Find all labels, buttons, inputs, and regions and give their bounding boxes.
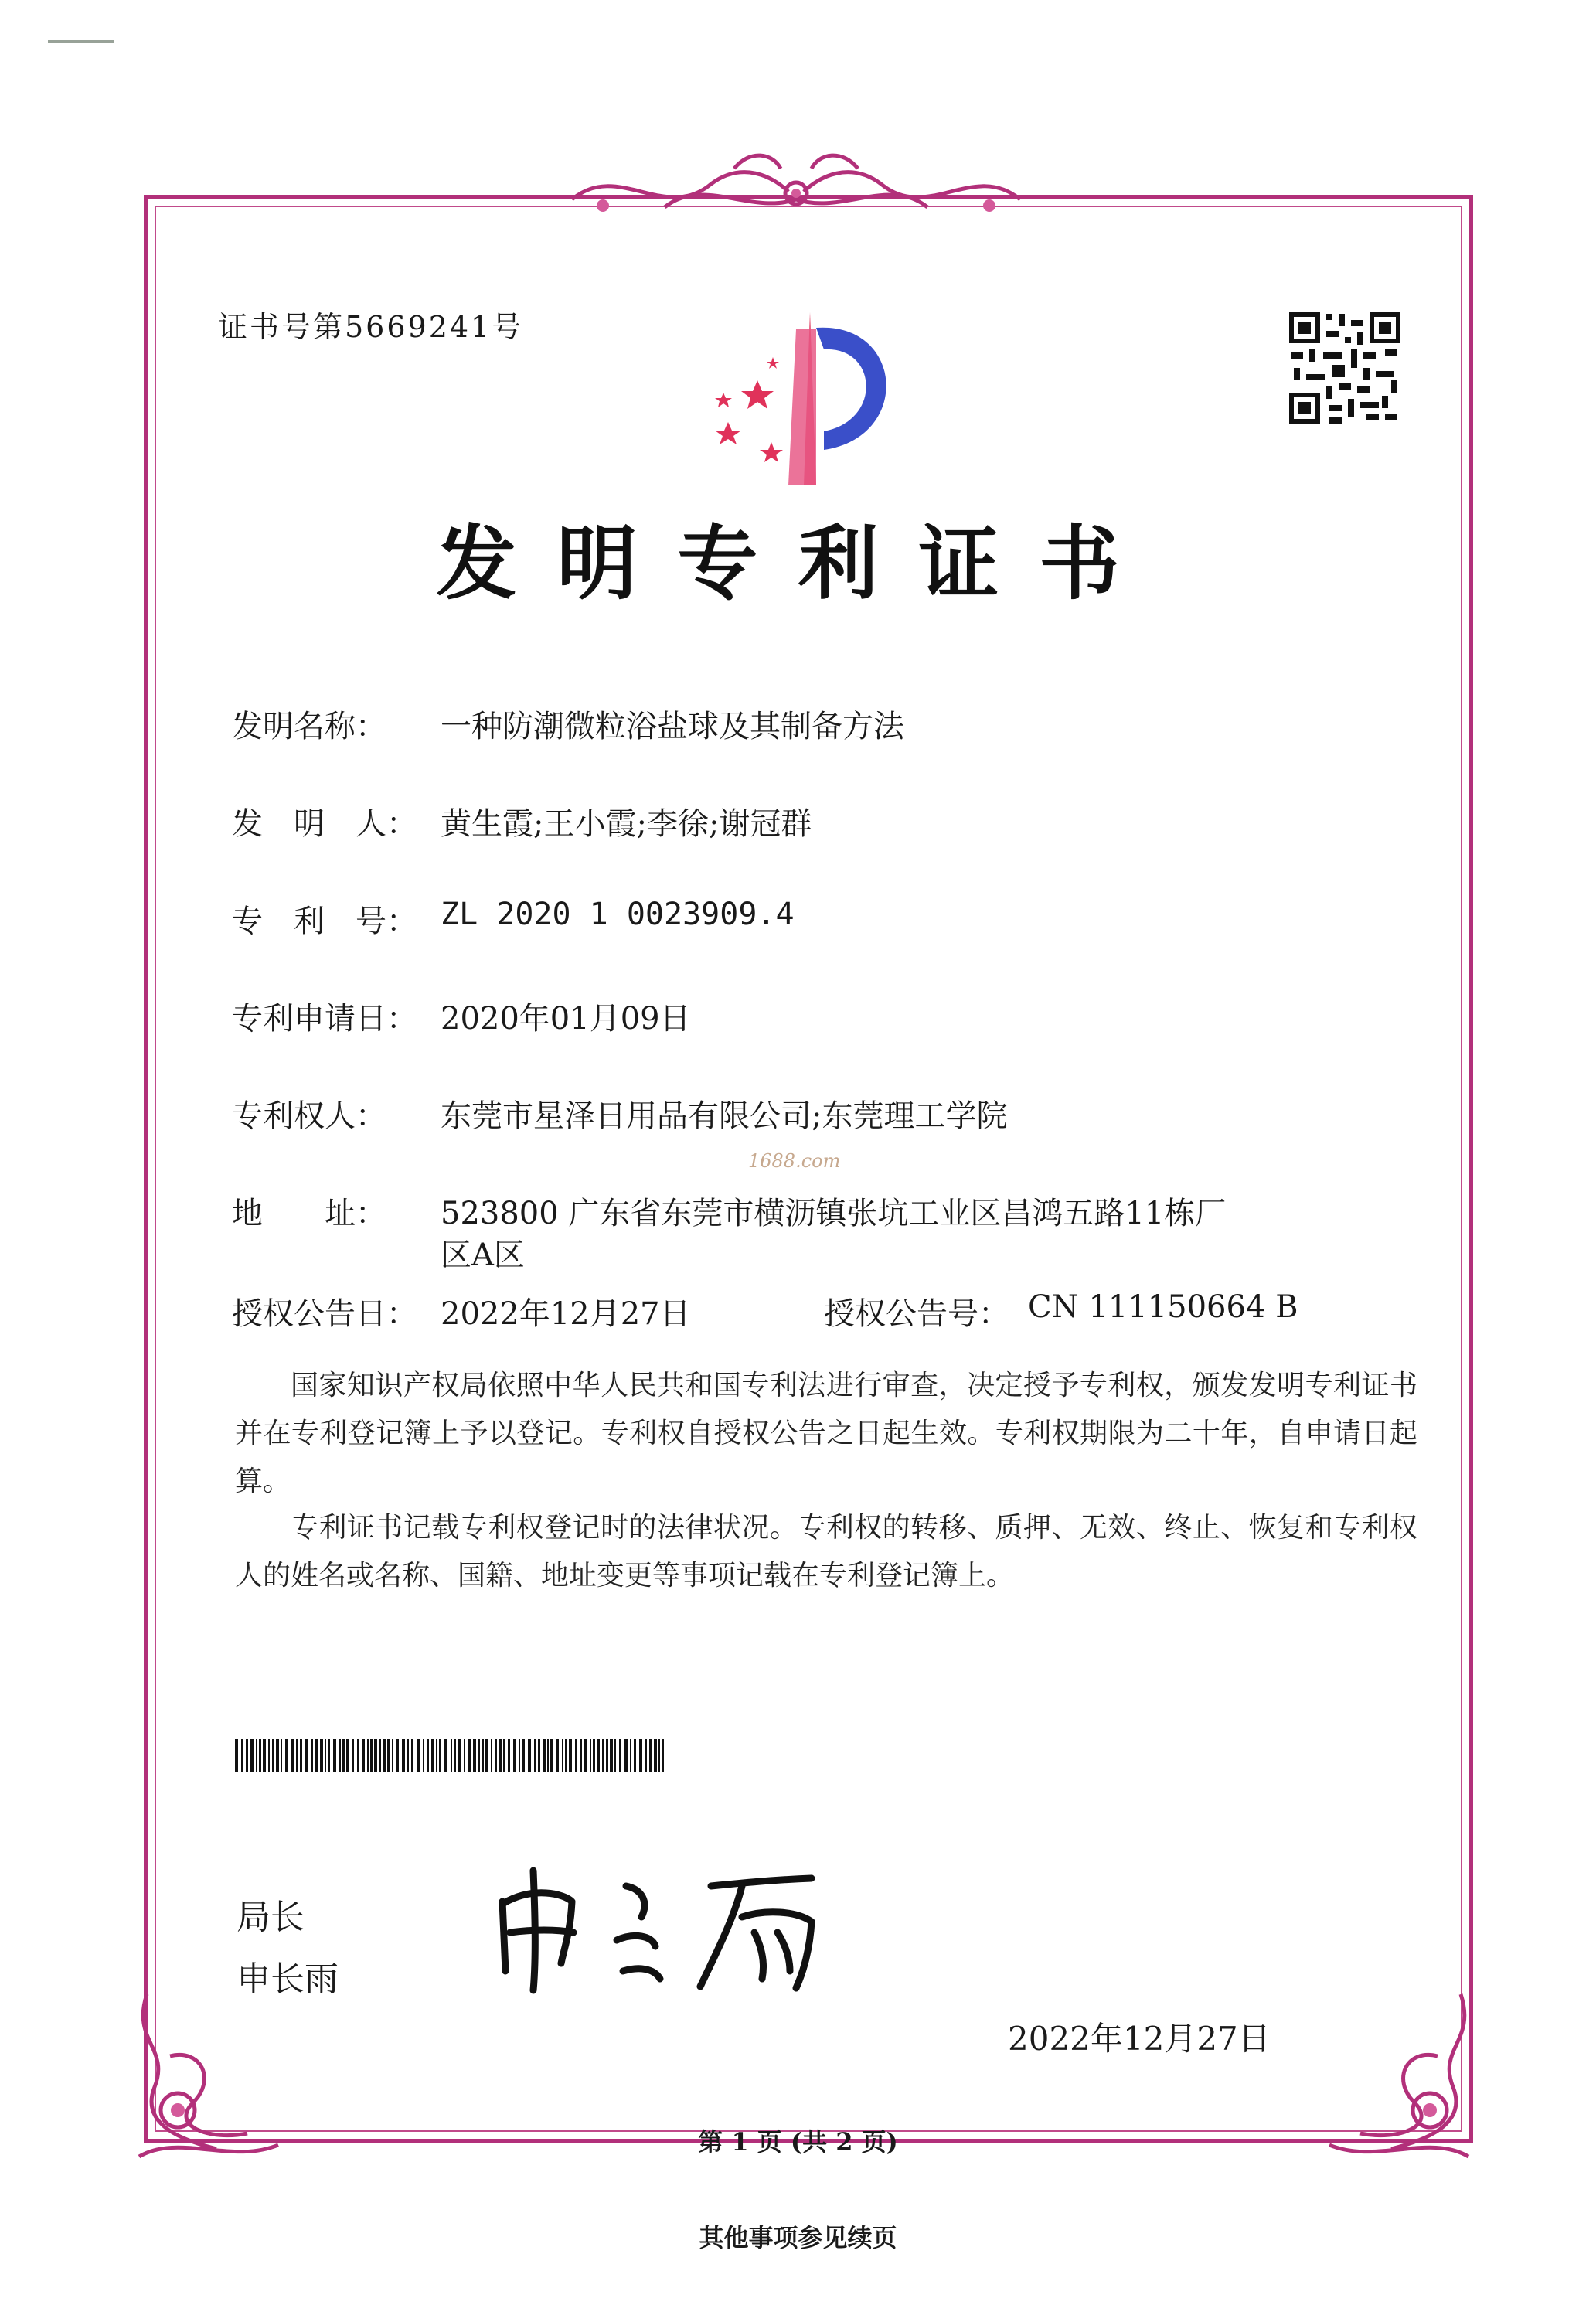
- barcode-bar: [482, 1739, 484, 1772]
- barcode-bar: [427, 1739, 429, 1772]
- grant-date-value: 2022年12月27日: [441, 1296, 691, 1332]
- barcode-bar: [305, 1739, 308, 1772]
- barcode-bar: [256, 1739, 257, 1772]
- barcode-bar: [436, 1739, 437, 1772]
- director-title: 局长: [237, 1898, 305, 1937]
- barcode-bar: [597, 1739, 600, 1772]
- barcode-bar: [468, 1739, 471, 1772]
- barcode-bar: [649, 1739, 652, 1772]
- barcode-bar: [320, 1739, 323, 1772]
- barcode-bar: [478, 1739, 480, 1772]
- body-paragraph-1: 国家知识产权局依照中华人民共和国专利法进行审查，决定授予专利权，颁发发明专利证书并在专利登记簿上予以登记。专利权自授权公告之日起生效。专利权期限为二十年，自申请日起算。: [235, 1370, 1417, 1497]
- barcode-bar: [383, 1739, 386, 1772]
- barcode-bar: [291, 1739, 294, 1772]
- barcode-bar: [370, 1739, 373, 1772]
- barcode-bar: [285, 1739, 288, 1772]
- barcode-bar: [654, 1739, 657, 1772]
- barcode-bar: [444, 1739, 447, 1772]
- scan-mark: [48, 40, 114, 43]
- director-name: 申长雨: [237, 1959, 339, 1999]
- barcode-icon: [235, 1739, 668, 1772]
- barcode-bar: [439, 1739, 441, 1772]
- barcode-bar: [634, 1739, 636, 1772]
- barcode-bar: [451, 1739, 452, 1772]
- barcode-bar: [392, 1739, 393, 1772]
- invention-name-label: 发明名称：: [232, 709, 386, 744]
- barcode-bar: [300, 1739, 302, 1772]
- barcode-bar: [417, 1739, 420, 1772]
- barcode-bar: [619, 1739, 621, 1772]
- grant-number-value: CN 111150664 B: [1028, 1289, 1298, 1325]
- address-label: 地 址：: [232, 1196, 386, 1231]
- barcode-bar: [519, 1739, 520, 1772]
- continuation-note: 其他事项参见续页: [699, 2223, 897, 2252]
- barcode-bar: [407, 1739, 409, 1772]
- barcode-bar: [362, 1739, 365, 1772]
- barcode-bar: [508, 1739, 510, 1772]
- grant-date-label: 授权公告日：: [232, 1296, 417, 1332]
- barcode-bar: [624, 1739, 628, 1772]
- barcode-bar: [346, 1739, 349, 1772]
- barcode-bar: [630, 1739, 631, 1772]
- barcode-bar: [352, 1739, 354, 1772]
- barcode-bar: [411, 1739, 413, 1772]
- barcode-bar: [538, 1739, 540, 1772]
- top-ornament-icon: [556, 145, 1036, 230]
- barcode-bar: [658, 1739, 660, 1772]
- barcode-bar: [522, 1739, 525, 1772]
- barcode-bar: [272, 1739, 274, 1772]
- barcode-bar: [639, 1739, 642, 1772]
- barcode-bar: [458, 1739, 461, 1772]
- barcode-bar: [241, 1739, 243, 1772]
- barcode-bar: [593, 1739, 595, 1772]
- barcode-bar: [339, 1739, 341, 1772]
- address-line-1: 523800 广东省东莞市横沥镇张坑工业区昌鸿五路11栋厂: [441, 1196, 1227, 1231]
- barcode-bar: [569, 1739, 572, 1772]
- barcode-bar: [580, 1739, 582, 1772]
- barcode-bar: [602, 1739, 604, 1772]
- barcode-bar: [495, 1739, 497, 1772]
- barcode-bar: [379, 1739, 381, 1772]
- barcode-bar: [423, 1739, 424, 1772]
- invention-name-value: 一种防潮微粒浴盐球及其制备方法: [441, 709, 904, 744]
- barcode-bar: [584, 1739, 587, 1772]
- barcode-bar: [606, 1739, 608, 1772]
- barcode-bar: [263, 1739, 266, 1772]
- barcode-bar: [645, 1739, 647, 1772]
- filing-date-value: 2020年01月09日: [441, 1001, 691, 1037]
- barcode-bar: [662, 1739, 664, 1772]
- barcode-bar: [485, 1739, 488, 1772]
- barcode-bar: [357, 1739, 359, 1772]
- handwritten-signature: [487, 1855, 842, 1994]
- watermark-text: 1688.com: [748, 1150, 841, 1172]
- patent-number-label: 专 利 号：: [232, 904, 417, 939]
- barcode-bar: [342, 1739, 345, 1772]
- certificate-title: 发明专利证书: [436, 516, 1160, 611]
- barcode-bar: [396, 1739, 399, 1772]
- certificate-number: 证书号第5669241号: [218, 310, 524, 344]
- barcode-bar: [473, 1739, 476, 1772]
- barcode-bar: [614, 1739, 616, 1772]
- barcode-bar: [276, 1739, 279, 1772]
- barcode-bar: [590, 1739, 591, 1772]
- barcode-bar: [374, 1739, 377, 1772]
- inventor-label: 发 明 人：: [232, 806, 417, 842]
- barcode-bar: [259, 1739, 261, 1772]
- barcode-bar: [499, 1739, 502, 1772]
- barcode-bar: [328, 1739, 330, 1772]
- barcode-bar: [281, 1739, 282, 1772]
- barcode-bar: [315, 1739, 318, 1772]
- barcode-bar: [556, 1739, 559, 1772]
- barcode-bar: [543, 1739, 546, 1772]
- barcode-bar: [547, 1739, 549, 1772]
- barcode-bar: [610, 1739, 613, 1772]
- inventor-value: 黄生霞;王小霞;李徐;谢冠群: [441, 806, 812, 842]
- barcode-bar: [367, 1739, 369, 1772]
- barcode-bar: [534, 1739, 536, 1772]
- barcode-bar: [431, 1739, 434, 1772]
- barcode-bar: [296, 1739, 298, 1772]
- barcode-bar: [575, 1739, 577, 1772]
- barcode-bar: [246, 1739, 248, 1772]
- barcode-bar: [503, 1739, 505, 1772]
- barcode-bar: [464, 1739, 465, 1772]
- grant-number-label: 授权公告号：: [824, 1296, 1009, 1332]
- barcode-bar: [235, 1739, 238, 1772]
- barcode-bar: [562, 1739, 563, 1772]
- barcode-bar: [387, 1739, 390, 1772]
- barcode-bar: [513, 1739, 516, 1772]
- barcode-bar: [325, 1739, 326, 1772]
- cnipa-logo-icon: [680, 306, 927, 492]
- barcode-bar: [268, 1739, 270, 1772]
- page-indicator: 第 1 页 (共 2 页): [698, 2127, 898, 2157]
- barcode-bar: [565, 1739, 567, 1772]
- patentee-value: 东莞市星泽日用品有限公司;东莞理工学院: [441, 1098, 1008, 1134]
- barcode-bar: [311, 1739, 313, 1772]
- barcode-bar: [550, 1739, 553, 1772]
- filing-date-label: 专利申请日：: [232, 1001, 417, 1037]
- qr-code-icon: [1286, 309, 1404, 427]
- body-paragraph-2: 专利证书记载专利权登记时的法律状况。专利权的转移、质押、无效、终止、恢复和专利权人的姓名或名称、国籍、地址变更等事项记载在专利登记簿上。: [235, 1512, 1417, 1592]
- barcode-bar: [402, 1739, 405, 1772]
- barcode-bar: [333, 1739, 336, 1772]
- issue-date: 2022年12月27日: [1008, 2020, 1271, 2058]
- barcode-bar: [250, 1739, 254, 1772]
- barcode-bar: [454, 1739, 456, 1772]
- address-line-2: 区A区: [441, 1238, 525, 1273]
- patent-number-value: ZL 2020 1 0023909.4: [441, 897, 795, 932]
- barcode-bar: [528, 1739, 531, 1772]
- patentee-label: 专利权人：: [232, 1098, 386, 1134]
- barcode-bar: [491, 1739, 492, 1772]
